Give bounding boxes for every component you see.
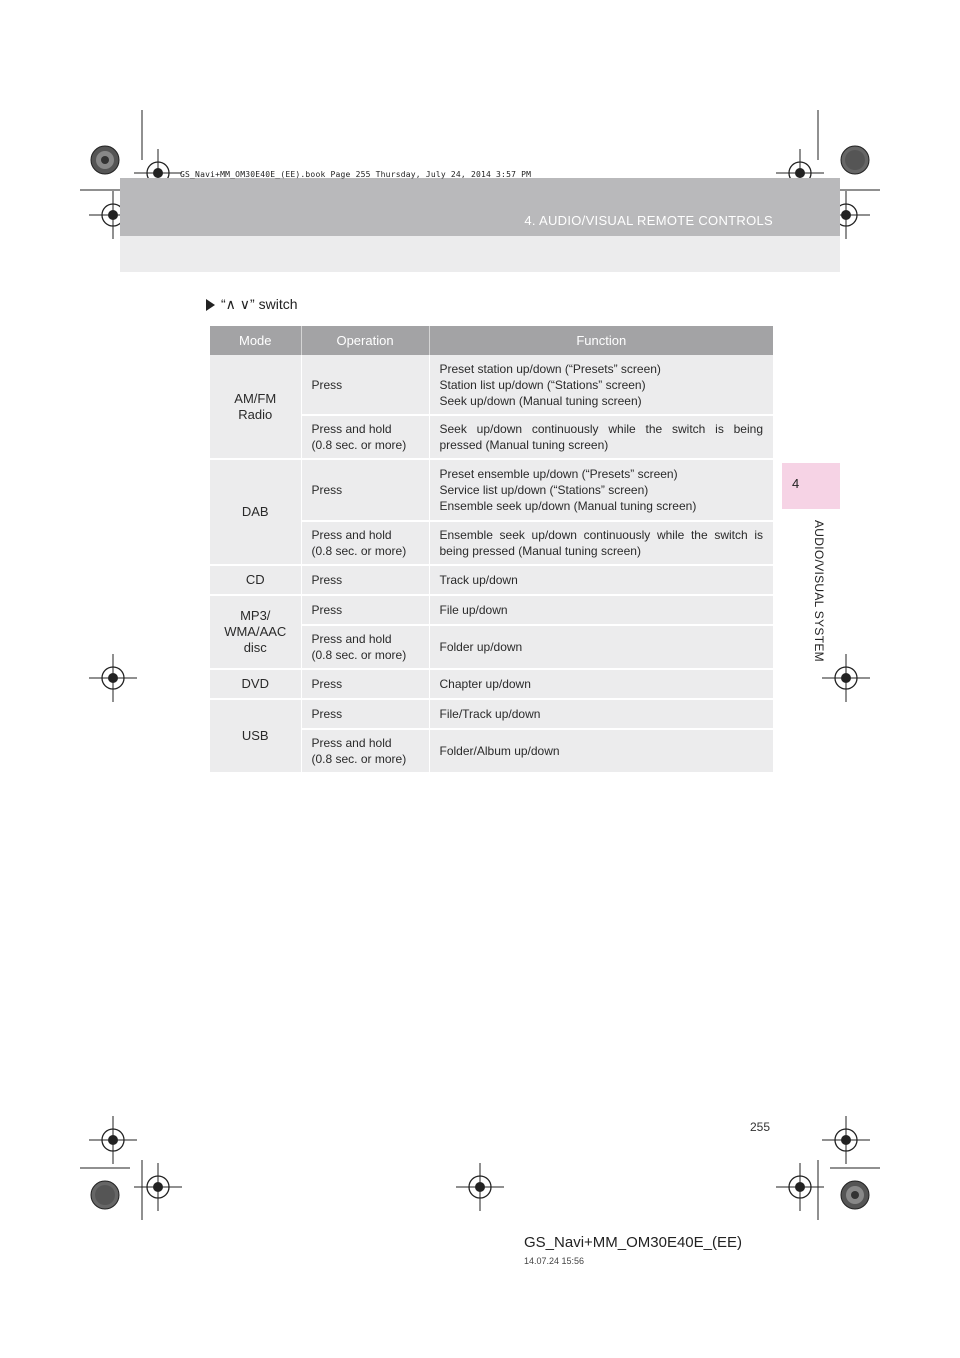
mode-cell: AM/FM Radio <box>210 355 301 459</box>
header-function: Function <box>429 326 773 355</box>
operation-cell: Press <box>301 595 429 625</box>
table-row <box>210 355 773 415</box>
triangle-bullet-icon <box>206 299 215 311</box>
operation-cell: Press <box>301 565 429 595</box>
function-cell: Seek up/down continuously while the switch is being pressed (Manual tuning screen) <box>429 415 773 459</box>
operation-cell: Press and hold (0.8 sec. or more) <box>301 415 429 459</box>
mode-cell: DVD <box>210 669 301 699</box>
footer-doc-id: GS_Navi+MM_OM30E40E_(EE) <box>524 1234 742 1251</box>
table-row <box>210 699 773 729</box>
operations-table <box>210 326 773 774</box>
function-cell: File/Track up/down <box>429 699 773 729</box>
mode-cell: USB <box>210 699 301 773</box>
table-header-row <box>210 326 773 355</box>
chapter-label: AUDIO/VISUAL SYSTEM <box>812 520 826 662</box>
header-mode: Mode <box>210 326 301 355</box>
mode-cell: CD <box>210 565 301 595</box>
function-cell: Ensemble seek up/down continuously while the switch is being pressed (Manual tuning screen) <box>429 521 773 565</box>
table-row <box>210 565 773 595</box>
operation-cell: Press <box>301 699 429 729</box>
operation-cell: Press <box>301 669 429 699</box>
page-number: 255 <box>750 1120 771 1134</box>
header-band-lower <box>120 236 840 272</box>
mode-cell: MP3/ WMA/AAC disc <box>210 595 301 669</box>
operation-cell: Press <box>301 355 429 415</box>
operation-cell: Press and hold (0.8 sec. or more) <box>301 625 429 669</box>
function-cell: Preset ensemble up/down (“Presets” screen) Service list up/down (“Stations” screen) Ensemble seek up/down (Manual tuning screen) <box>429 459 773 521</box>
function-cell: File up/down <box>429 595 773 625</box>
footer-date: 14.07.24 15:56 <box>524 1256 585 1266</box>
operation-cell: Press and hold (0.8 sec. or more) <box>301 521 429 565</box>
chapter-number: 4 <box>792 476 800 491</box>
operation-cell: Press <box>301 459 429 521</box>
function-cell: Folder up/down <box>429 625 773 669</box>
chapter-tab <box>782 463 840 509</box>
switch-heading <box>206 296 298 313</box>
function-cell: Chapter up/down <box>429 669 773 699</box>
book-info: GS_Navi+MM_OM30E40E_(EE).book Page 255 Thursday, July 24, 2014 3:57 PM <box>180 170 532 179</box>
operation-cell: Press and hold (0.8 sec. or more) <box>301 729 429 773</box>
table-row <box>210 669 773 699</box>
table-row <box>210 459 773 521</box>
function-cell: Preset station up/down (“Presets” screen) Station list up/down (“Stations” screen) Seek up/down (Manual tuning screen) <box>429 355 773 415</box>
section-title: 4. AUDIO/VISUAL REMOTE CONTROLS <box>524 213 773 228</box>
table-row <box>210 595 773 625</box>
header-operation: Operation <box>301 326 429 355</box>
switch-heading-text: “∧ ∨” switch <box>221 296 298 312</box>
mode-cell: DAB <box>210 459 301 565</box>
function-cell: Track up/down <box>429 565 773 595</box>
function-cell: Folder/Album up/down <box>429 729 773 773</box>
